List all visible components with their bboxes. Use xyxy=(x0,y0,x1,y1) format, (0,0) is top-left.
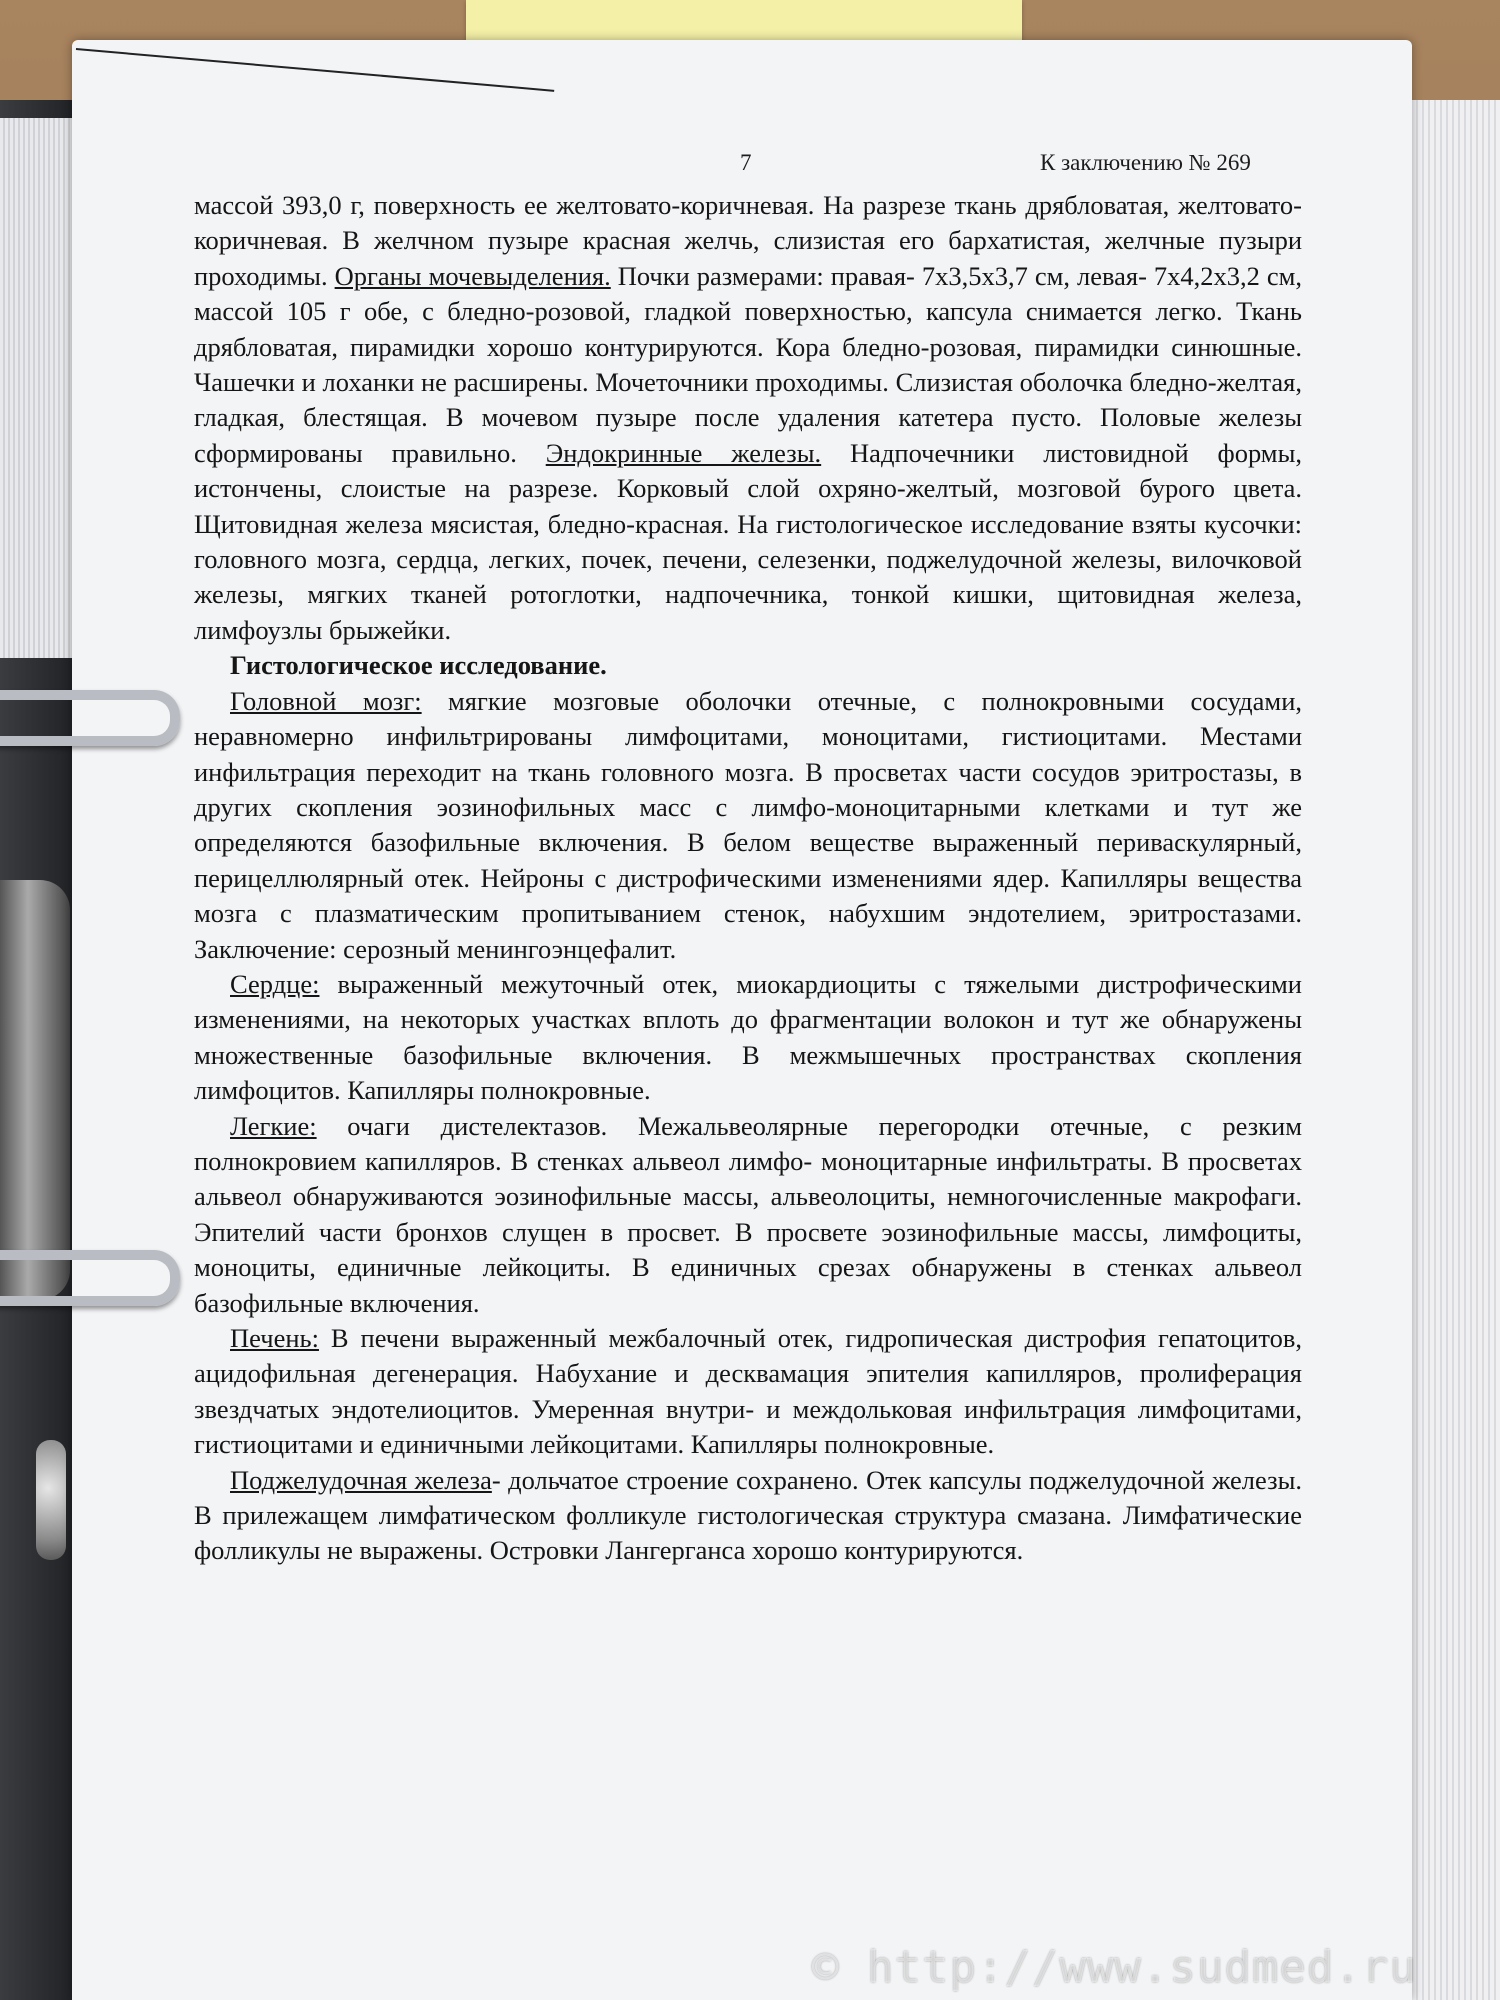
urinary-heading: Органы мочевыделения. xyxy=(334,260,611,291)
brain-label: Головной мозг: xyxy=(230,685,422,716)
histology-title: Гистологическое исследование. xyxy=(230,650,607,681)
liver-label: Печень: xyxy=(230,1323,319,1353)
conclusion-reference: К заключению № 269 xyxy=(1040,150,1251,175)
endocrine-text: Надпочечники листовидной формы, истончены, слоистые на разрезе. Корковый слой охряно-желтый, мозговой бурого цвета. Щитовидная железа мясистая, бледно-красная. На гистологическое исследование взяты кусочки: головного мозга, сердца, легких, почек, печени, селезенки, поджелудочной железы, вилочковой железы, мягких тканей ротоглотки, надпочечника, тонкой кишки, щитовидная железа, лимфоузлы брыжейки. xyxy=(194,437,1302,645)
document-body xyxy=(194,188,1302,1569)
heart-label: Сердце: xyxy=(230,968,320,999)
paragraph-brain xyxy=(194,684,1302,967)
paragraph-pancreas xyxy=(194,1463,1302,1569)
page-stack-left xyxy=(0,118,72,658)
paragraph-heart xyxy=(194,967,1302,1109)
page-stack-right xyxy=(1400,100,1500,2000)
liver-text: В печени выраженный межбалочный отек, гидропическая дистрофия гепатоцитов, ацидофильная дегенерация. Набухание и десквамация эпителия капилляров, пролиферация звездчатых эндотелиоцитов. Умеренная внутри- и междольковая инфильтрация лимфоцитами, гистиоцитами и единичными лейкоцитами. Капилляры полнокровные. xyxy=(194,1323,1302,1460)
paragraph-organs xyxy=(194,188,1302,648)
lungs-label: Легкие: xyxy=(230,1110,317,1141)
endocrine-heading: Эндокринные железы. xyxy=(545,437,822,468)
binder-ring-bottom xyxy=(0,1250,180,1306)
ring-mechanism xyxy=(0,880,70,1300)
binder-ring-top xyxy=(0,690,180,746)
heart-text: выраженный межуточный отек, миокардиоциты с тяжелыми дистрофическими изменениями, на некоторых участках вплоть до фрагментации волокон и тут же обнаружены множественные базофильные включения. В межмышечных пространствах скопления лимфоцитов. Капилляры полнокровные. xyxy=(194,968,1302,1106)
urinary-text: Почки размерами: правая- 7х3,5х3,7 см, левая- 7х4,2х3,2 см, массой 105 г обе, с бледно-розовой, гладкой поверхностью, капсула снимается легко. Ткань дрябловатая, пирамидки хорошо контурируются. Кора бледно-розовая, пирамидки синюшные. Чашечки и лоханки не расширены. Мочеточники проходимы. Слизистая оболочка бледно-желтая, гладкая, блестящая. В мочевом пузыре после удаления катетера пусто. Половые железы сформированы правильно. xyxy=(194,260,1303,468)
paragraph-lungs xyxy=(194,1109,1302,1321)
pancreas-text: - дольчатое строение сохранено. Отек капсулы поджелудочной железы. В прилежащем лимфатическом фолликуле гистологическая структура смазана. Лимфатические фолликулы не выражены. Островки Лангерганса хорошо контурируются. xyxy=(194,1464,1302,1566)
page-number: 7 xyxy=(740,150,752,175)
pancreas-label: Поджелудочная железа xyxy=(230,1464,492,1495)
lungs-text: очаги дистелектазов. Межальвеолярные перегородки отечные, с резким полнокровием капилляров. В стенках альвеол лимфо- моноцитарные инфильтраты. В просветах альвеол обнаруживаются эозинофильные массы, альвеолоциты, немногочисленные макрофаги. Эпителий части бронхов слущен в просвет. В просвете эозинофильные массы, лимфоциты, моноциты, единичные лейкоциты. В единичных срезах обнаружены в стенках альвеол базофильные включения. xyxy=(194,1110,1302,1318)
intro-text: массой 393,0 г, поверхность ее желтовато-коричневая. На разрезе ткань дрябловатая, желтовато-коричневая. В желчном пузыре красная желчь, слизистая его бархатистая, желчные пузыри проходимы. xyxy=(194,190,1302,291)
watermark: © http://www.sudmed.ru xyxy=(812,1942,1417,1993)
brain-text: мягкие мозговые оболочки отечные, с полнокровными сосудами, неравномерно инфильтрированы лимфоцитами, моноцитами, гистиоцитами. Местами инфильтрация переходит на ткань головного мозга. В просветах части сосудов эритростазы, в других скопления эозинофильных масс с лимфо-моноцитарными клетками и тут же определяются базофильные включения. В белом веществе выраженный периваскулярный, перицеллюлярный отек. Нейроны с дистрофическими изменениями ядер. Капилляры вещества мозга с плазматическим пропитыванием стенок, набухшим эндотелием, эритростазами. Заключение: серозный менингоэнцефалит. xyxy=(194,685,1303,964)
paragraph-liver xyxy=(194,1321,1302,1463)
binder-lever xyxy=(36,1440,66,1560)
